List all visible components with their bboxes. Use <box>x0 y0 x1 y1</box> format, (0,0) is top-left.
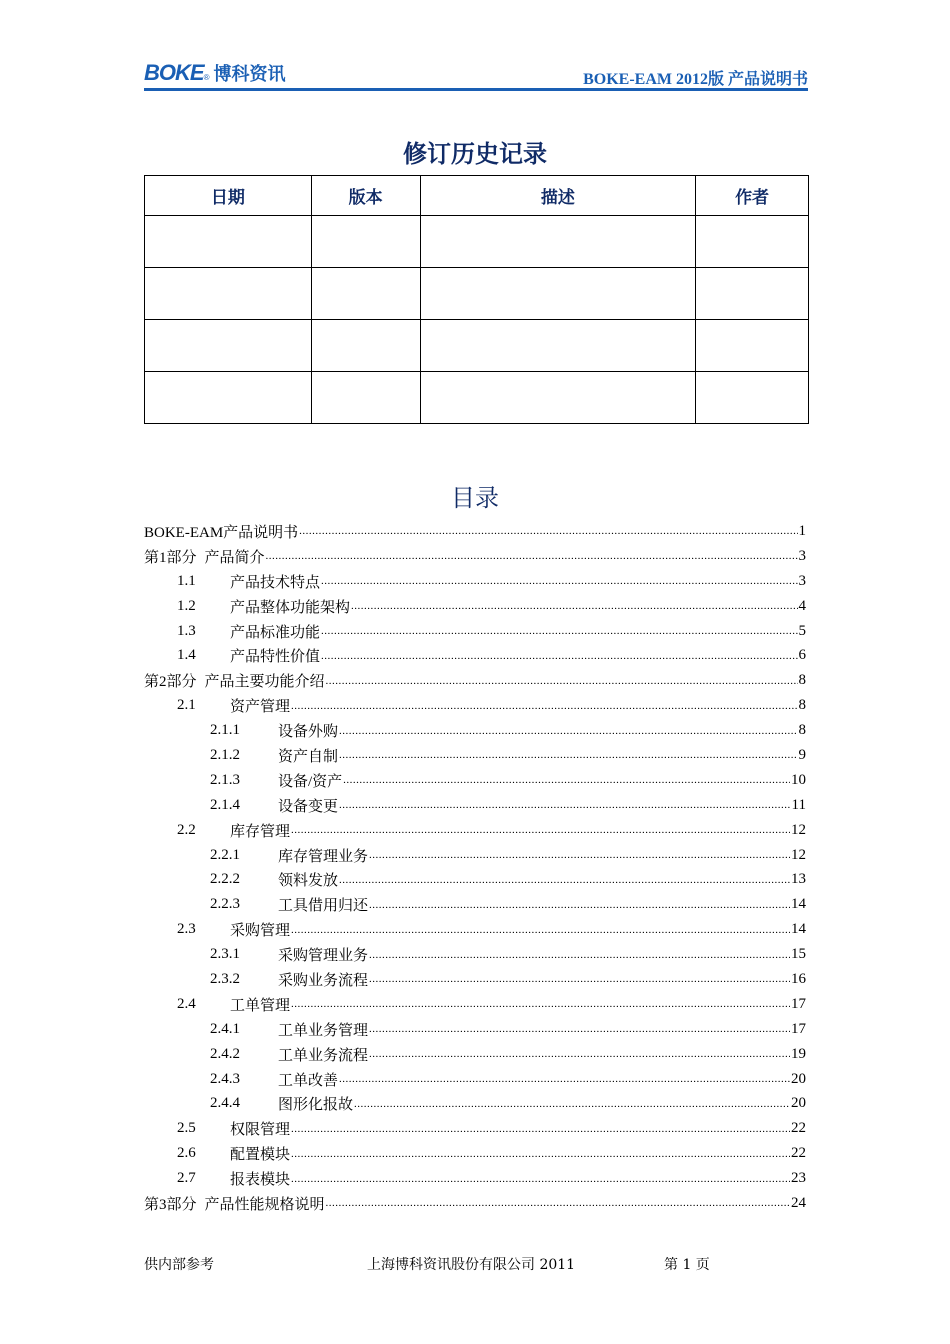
toc-entry-title: 资产自制 <box>278 748 339 765</box>
toc-entry-title: 产品简介 <box>204 549 265 566</box>
toc-entry-page: 8 <box>798 722 806 739</box>
page-header <box>144 58 808 90</box>
toc-entry-title: 配置模块 <box>230 1147 291 1164</box>
logo-registered-mark: ® <box>203 73 210 82</box>
toc-entry-number: 2.4.3 <box>210 1070 240 1087</box>
toc-entry[interactable] <box>144 942 806 967</box>
toc-entry-number: 2.3 <box>177 921 196 938</box>
toc-entry-number: 2.1.2 <box>210 746 240 763</box>
toc-entry-page: 23 <box>791 1170 806 1187</box>
toc-entry[interactable] <box>144 1191 806 1216</box>
toc-entry-number: 2.3.1 <box>210 946 240 963</box>
toc-dot-leader <box>339 747 797 763</box>
toc-entry-title: 工单管理 <box>230 997 291 1014</box>
toc-entry-title: 权限管理 <box>230 1122 291 1139</box>
toc-entry-number: 2.4.2 <box>210 1045 240 1062</box>
toc-dot-leader <box>291 996 790 1012</box>
toc-entry-page: 12 <box>791 821 806 838</box>
toc-entry-page: 3 <box>798 572 806 589</box>
toc-entry-number: 1.1 <box>177 572 196 589</box>
toc-dot-leader <box>369 1046 790 1062</box>
toc-entry-page: 9 <box>798 746 806 763</box>
toc-entry-page: 5 <box>798 622 806 639</box>
table-cell <box>420 268 696 320</box>
toc-entry-number: 2.4.4 <box>210 1095 240 1112</box>
table-of-contents <box>144 519 806 1216</box>
toc-dot-leader <box>291 1171 790 1187</box>
toc-entry[interactable] <box>144 594 806 619</box>
toc-entry[interactable] <box>144 569 806 594</box>
table-cell <box>696 372 809 424</box>
toc-entry-title: 设备变更 <box>278 798 339 815</box>
toc-dot-leader <box>339 872 790 888</box>
toc-entry-page: 4 <box>798 597 806 614</box>
toc-dot-leader <box>326 1195 790 1211</box>
toc-entry[interactable] <box>144 619 806 644</box>
toc-dot-leader <box>343 772 790 788</box>
toc-entry-page: 20 <box>791 1095 806 1112</box>
toc-dot-leader <box>339 1071 790 1087</box>
toc-entry[interactable] <box>144 743 806 768</box>
toc-dot-leader <box>321 573 797 589</box>
toc-dot-leader <box>266 548 798 564</box>
toc-entry-number: 2.6 <box>177 1145 196 1162</box>
header-divider <box>144 88 808 91</box>
toc-entry[interactable] <box>144 917 806 942</box>
toc-entry[interactable] <box>144 818 806 843</box>
toc-entry-page: 10 <box>791 771 806 788</box>
table-cell <box>311 320 420 372</box>
toc-entry[interactable] <box>144 1166 806 1191</box>
table-row <box>145 216 809 268</box>
column-header-author: 作者 <box>696 176 809 216</box>
toc-dot-leader <box>291 1121 790 1137</box>
toc-entry[interactable] <box>144 967 806 992</box>
toc-entry-title: 工具借用归还 <box>278 898 369 915</box>
toc-entry[interactable] <box>144 693 806 718</box>
toc-entry[interactable] <box>144 1141 806 1166</box>
toc-entry[interactable] <box>144 1017 806 1042</box>
toc-entry-number: 2.3.2 <box>210 970 240 987</box>
toc-entry[interactable] <box>144 544 806 569</box>
toc-entry-title: 库存管理业务 <box>278 848 369 865</box>
table-cell <box>311 268 420 320</box>
toc-entry-page: 14 <box>791 921 806 938</box>
toc-entry-number: 2.4.1 <box>210 1020 240 1037</box>
toc-entry-page: 3 <box>798 547 806 564</box>
table-row <box>145 372 809 424</box>
toc-entry[interactable] <box>144 1116 806 1141</box>
toc-entry[interactable] <box>144 668 806 693</box>
toc-dot-leader <box>369 897 790 913</box>
table-cell <box>145 268 312 320</box>
toc-dot-leader <box>339 723 797 739</box>
toc-entry-title: 产品主要功能介绍 <box>204 674 325 691</box>
toc-entry-page: 15 <box>791 946 806 963</box>
company-logo <box>144 60 285 86</box>
toc-dot-leader <box>369 971 790 987</box>
toc-dot-leader <box>339 797 791 813</box>
toc-entry-page: 6 <box>798 647 806 664</box>
toc-dot-leader <box>354 1096 790 1112</box>
toc-entry-number: 2.5 <box>177 1120 196 1137</box>
toc-entry-title: BOKE-EAM产品说明书 <box>144 524 299 541</box>
toc-entry-number: 第2部分 <box>144 674 197 691</box>
logo-latin: BOKE <box>144 60 204 85</box>
toc-dot-leader <box>291 1146 790 1162</box>
toc-dot-leader <box>369 1021 790 1037</box>
table-cell <box>420 372 696 424</box>
toc-dot-leader <box>369 947 790 963</box>
table-cell <box>696 268 809 320</box>
table-cell <box>420 216 696 268</box>
toc-entry-page: 8 <box>798 672 806 689</box>
toc-entry[interactable] <box>144 768 806 793</box>
toc-entry-page: 14 <box>791 896 806 913</box>
toc-dot-leader <box>321 648 797 664</box>
table-cell <box>696 320 809 372</box>
toc-entry-title: 采购管理业务 <box>278 948 369 965</box>
toc-entry-page: 11 <box>791 796 806 813</box>
toc-entry-title: 设备外购 <box>278 724 339 741</box>
toc-entry-page: 17 <box>791 995 806 1012</box>
toc-entry-page: 17 <box>791 1020 806 1037</box>
footer-confidentiality: 供内部参考 <box>144 1257 214 1273</box>
toc-dot-leader <box>321 623 797 639</box>
toc-entry[interactable] <box>144 519 806 544</box>
toc-entry[interactable] <box>144 843 806 868</box>
toc-entry[interactable] <box>144 1067 806 1092</box>
toc-entry-title: 产品性能规格说明 <box>204 1196 325 1213</box>
toc-entry-title: 工单业务管理 <box>278 1022 369 1039</box>
table-header-row <box>145 176 809 216</box>
toc-dot-leader <box>291 922 790 938</box>
toc-entry-page: 12 <box>791 846 806 863</box>
table-row <box>145 320 809 372</box>
toc-entry-page: 22 <box>791 1145 806 1162</box>
toc-entry-number: 2.1.4 <box>210 796 240 813</box>
revision-history-table <box>144 175 809 424</box>
toc-entry-number: 1.3 <box>177 622 196 639</box>
toc-dot-leader <box>291 698 797 714</box>
toc-entry-page: 19 <box>791 1045 806 1062</box>
toc-entry[interactable] <box>144 1042 806 1067</box>
toc-entry[interactable] <box>144 718 806 743</box>
toc-entry-number: 1.4 <box>177 647 196 664</box>
toc-entry-title: 产品特性价值 <box>230 649 321 666</box>
toc-entry-title: 产品整体功能架构 <box>230 599 351 616</box>
toc-dot-leader <box>291 822 790 838</box>
table-cell <box>311 216 420 268</box>
toc-entry-number: 2.1.1 <box>210 722 240 739</box>
toc-dot-leader <box>351 598 797 614</box>
table-cell <box>420 320 696 372</box>
toc-entry-title: 报表模块 <box>230 1172 291 1189</box>
toc-entry-number: 2.1.3 <box>210 771 240 788</box>
toc-entry-number: 1.2 <box>177 597 196 614</box>
toc-entry[interactable] <box>144 793 806 818</box>
toc-entry-title: 采购管理 <box>230 923 291 940</box>
toc-entry-title: 图形化报故 <box>278 1097 354 1114</box>
toc-entry[interactable] <box>144 1091 806 1116</box>
toc-entry-title: 设备/资产 <box>278 773 343 790</box>
footer-copyright: 上海博科资讯股份有限公司 2011 <box>367 1257 576 1273</box>
toc-entry-number: 2.4 <box>177 995 196 1012</box>
toc-entry[interactable] <box>144 992 806 1017</box>
toc-entry-title: 资产管理 <box>230 699 291 716</box>
toc-entry-title: 产品标准功能 <box>230 624 321 641</box>
toc-entry-number: 2.1 <box>177 697 196 714</box>
toc-dot-leader <box>299 523 797 539</box>
toc-entry-page: 8 <box>798 697 806 714</box>
toc-entry-title: 产品技术特点 <box>230 574 321 591</box>
toc-entry-page: 24 <box>791 1194 806 1211</box>
toc-entry[interactable] <box>144 643 806 668</box>
toc-dot-leader <box>326 673 798 689</box>
toc-entry-number: 2.2.3 <box>210 896 240 913</box>
toc-entry-page: 13 <box>791 871 806 888</box>
table-cell <box>311 372 420 424</box>
toc-entry-title: 领料发放 <box>278 873 339 890</box>
toc-entry-page: 16 <box>791 970 806 987</box>
toc-entry-title: 库存管理 <box>230 823 291 840</box>
toc-title: 目录 <box>451 484 499 512</box>
toc-entry-number: 2.7 <box>177 1170 196 1187</box>
logo-chinese: 博科资讯 <box>213 64 286 85</box>
toc-entry-title: 工单业务流程 <box>278 1047 369 1064</box>
footer-page-number: 第 1 页 <box>664 1257 710 1273</box>
toc-entry-page: 20 <box>791 1070 806 1087</box>
toc-entry-number: 2.2.2 <box>210 871 240 888</box>
table-cell <box>145 372 312 424</box>
toc-entry-title: 工单改善 <box>278 1072 339 1089</box>
toc-entry-number: 2.2.1 <box>210 846 240 863</box>
document-title-header: BOKE-EAM 2012版 产品说明书 <box>583 71 808 88</box>
table-cell <box>696 216 809 268</box>
column-header-version: 版本 <box>311 176 420 216</box>
toc-entry-number: 第1部分 <box>144 549 197 566</box>
table-cell <box>145 216 312 268</box>
toc-dot-leader <box>369 847 790 863</box>
toc-entry-number: 2.2 <box>177 821 196 838</box>
toc-entry[interactable] <box>144 867 806 892</box>
toc-entry-page: 1 <box>798 522 806 539</box>
toc-entry[interactable] <box>144 892 806 917</box>
toc-entry-number: 第3部分 <box>144 1196 197 1213</box>
table-cell <box>145 320 312 372</box>
column-header-description: 描述 <box>420 176 696 216</box>
table-row <box>145 268 809 320</box>
revision-history-title: 修订历史记录 <box>403 140 547 168</box>
toc-entry-title: 采购业务流程 <box>278 972 369 989</box>
column-header-date: 日期 <box>145 176 312 216</box>
toc-entry-page: 22 <box>791 1120 806 1137</box>
